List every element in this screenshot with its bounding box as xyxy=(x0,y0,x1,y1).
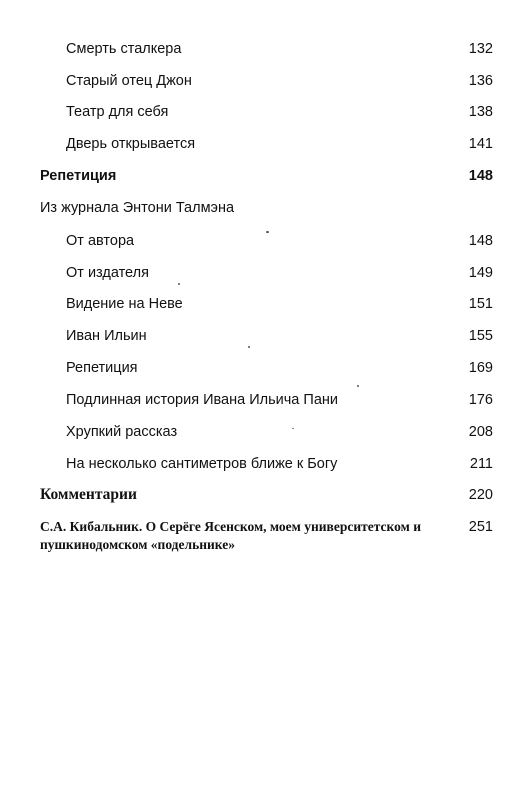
toc-entry-title: Комментарии xyxy=(40,486,137,503)
scan-speck xyxy=(357,385,359,387)
toc-entry-title: Репетиция xyxy=(66,360,138,376)
toc-entry-page: 151 xyxy=(468,296,493,312)
toc-entry-title: Подлинная история Ивана Ильича Пани xyxy=(66,392,338,408)
toc-entry-title: Репетиция xyxy=(40,168,117,184)
scan-speck xyxy=(248,346,250,348)
toc-entry-page: 138 xyxy=(468,104,493,120)
toc-entry-page: 136 xyxy=(468,73,493,89)
toc-entry-page: 141 xyxy=(468,136,493,152)
scan-speck xyxy=(292,428,294,429)
toc-entry-title: С.А. Кибальник. О Серёге Ясенском, моем университетском и пушкинодомском «подельнике» xyxy=(40,519,421,552)
toc-entry-page: 251 xyxy=(468,519,493,535)
toc-entry-title: Смерть сталкера xyxy=(66,41,182,57)
scan-speck xyxy=(178,283,180,285)
toc-entry-title: От автора xyxy=(66,233,135,249)
toc-entry-title: От издателя xyxy=(66,265,149,281)
scan-speck xyxy=(266,231,269,233)
toc-entry-page: 155 xyxy=(468,328,493,344)
toc-entry-page: 149 xyxy=(468,265,493,281)
toc-entry-title: Дверь открывается xyxy=(66,136,196,152)
toc-entry-title: Видение на Неве xyxy=(66,296,183,312)
toc-entry-page: 132 xyxy=(468,41,493,57)
toc-entry-title: Иван Ильин xyxy=(66,328,147,344)
toc-entry-title: Хрупкий рассказ xyxy=(66,424,178,440)
toc-entry-page: 148 xyxy=(468,168,493,184)
toc-entry-page: 148 xyxy=(468,233,493,249)
toc-entry-page: 211 xyxy=(469,456,493,472)
toc-entry-page: 208 xyxy=(468,424,493,440)
toc-entry-page: 220 xyxy=(468,487,493,503)
toc-entry-title: Из журнала Энтони Талмэна xyxy=(40,200,235,216)
toc-entry-page: 169 xyxy=(468,360,493,376)
toc-entry-title: Театр для себя xyxy=(66,104,169,120)
toc-entry-title: На несколько сантиметров ближе к Богу xyxy=(66,456,338,472)
toc-entry-title: Старый отец Джон xyxy=(66,73,192,89)
toc-entry-page: 176 xyxy=(468,392,493,408)
